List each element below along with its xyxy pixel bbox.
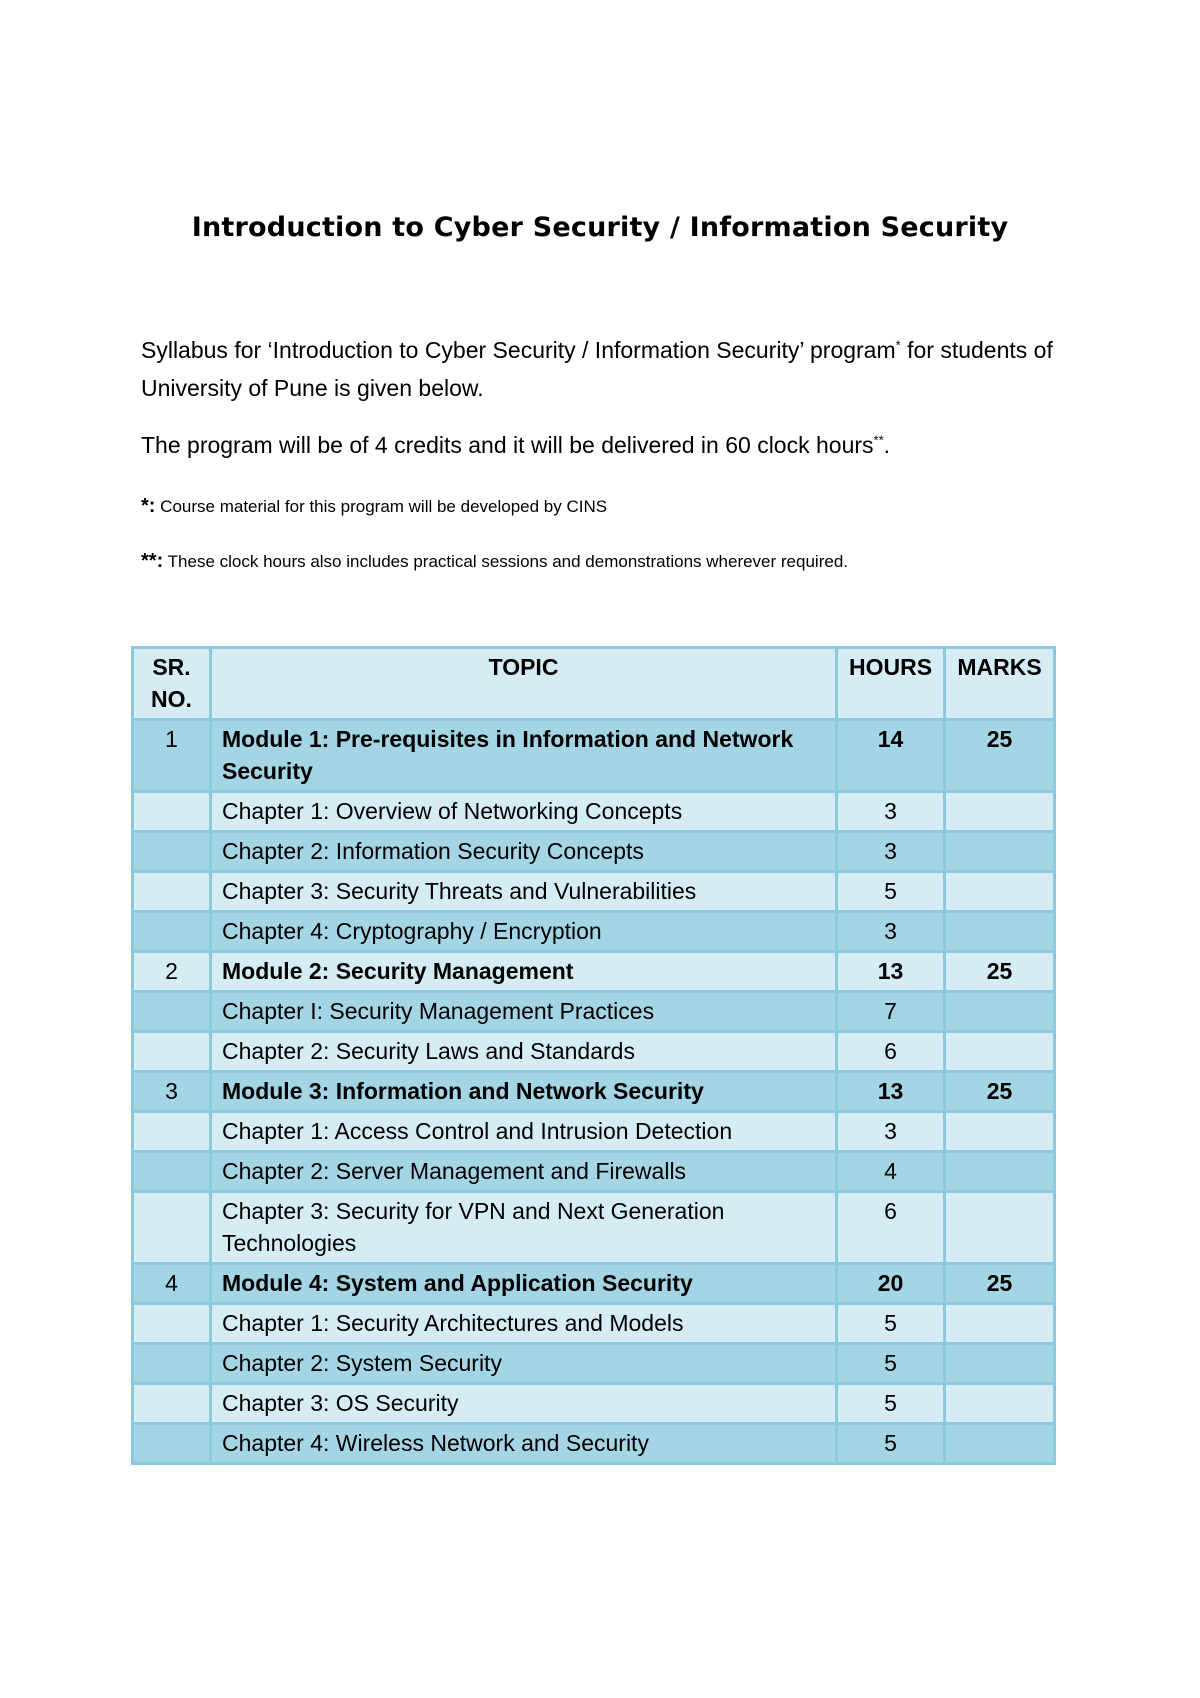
cell-marks <box>945 792 1055 832</box>
cell-topic: Chapter 2: Information Security Concepts <box>211 832 837 872</box>
table-row-chapter <box>133 792 1055 832</box>
header-hours: HOURS <box>837 648 945 720</box>
cell-hours: 14 <box>837 720 945 792</box>
cell-sr-no <box>133 1152 211 1192</box>
header-topic: TOPIC <box>211 648 837 720</box>
table-row-chapter <box>133 1192 1055 1264</box>
table-row-chapter <box>133 1032 1055 1072</box>
credits-text-tail: . <box>883 432 891 458</box>
footnote-marker: *: <box>141 495 156 517</box>
table-header-row <box>133 648 1055 720</box>
table-row-chapter <box>133 1304 1055 1344</box>
cell-hours: 13 <box>837 952 945 992</box>
cell-sr-no <box>133 832 211 872</box>
syllabus-text-tail: for students of University of Pune is given below. <box>141 337 1053 401</box>
cell-sr-no <box>133 792 211 832</box>
footnote-course-material <box>141 494 1081 519</box>
cell-hours: 5 <box>837 1304 945 1344</box>
table-row-chapter <box>133 1112 1055 1152</box>
syllabus-paragraph <box>141 331 1061 407</box>
cell-marks: 25 <box>945 1264 1055 1304</box>
cell-sr-no: 4 <box>133 1264 211 1304</box>
syllabus-table <box>131 646 1056 1465</box>
cell-hours: 5 <box>837 1424 945 1464</box>
cell-topic: Chapter 1: Access Control and Intrusion Detection <box>211 1112 837 1152</box>
table-row-chapter <box>133 912 1055 952</box>
table-row-chapter <box>133 1344 1055 1384</box>
footnote-clock-hours <box>141 549 1081 574</box>
footnote-marker: **: <box>141 550 164 572</box>
cell-sr-no: 1 <box>133 720 211 792</box>
cell-sr-no: 2 <box>133 952 211 992</box>
cell-sr-no <box>133 992 211 1032</box>
cell-marks: 25 <box>945 1072 1055 1112</box>
cell-topic: Module 4: System and Application Security <box>211 1264 837 1304</box>
cell-marks <box>945 1384 1055 1424</box>
cell-topic: Chapter 4: Cryptography / Encryption <box>211 912 837 952</box>
cell-sr-no <box>133 1112 211 1152</box>
table-row-chapter <box>133 1152 1055 1192</box>
cell-hours: 3 <box>837 792 945 832</box>
credits-footnote-marker: ** <box>873 432 884 448</box>
header-marks: MARKS <box>945 648 1055 720</box>
cell-hours: 5 <box>837 1384 945 1424</box>
cell-sr-no <box>133 1424 211 1464</box>
cell-topic: Chapter I: Security Management Practices <box>211 992 837 1032</box>
table-row-module <box>133 1072 1055 1112</box>
cell-marks <box>945 1304 1055 1344</box>
syllabus-footnote-marker: * <box>895 337 901 353</box>
cell-hours: 3 <box>837 832 945 872</box>
cell-marks <box>945 1344 1055 1384</box>
cell-topic: Chapter 3: Security for VPN and Next Generation Technologies <box>211 1192 837 1264</box>
credits-paragraph <box>141 426 1061 464</box>
cell-topic: Module 1: Pre-requisites in Information and Network Security <box>211 720 837 792</box>
cell-marks <box>945 1152 1055 1192</box>
cell-marks <box>945 912 1055 952</box>
cell-marks: 25 <box>945 952 1055 992</box>
cell-marks <box>945 1424 1055 1464</box>
cell-topic: Chapter 2: System Security <box>211 1344 837 1384</box>
cell-sr-no <box>133 1192 211 1264</box>
cell-topic: Chapter 1: Security Architectures and Models <box>211 1304 837 1344</box>
cell-sr-no: 3 <box>133 1072 211 1112</box>
cell-hours: 5 <box>837 1344 945 1384</box>
cell-hours: 20 <box>837 1264 945 1304</box>
cell-marks <box>945 832 1055 872</box>
footnote-text: These clock hours also includes practical sessions and demonstrations wherever required. <box>163 552 848 571</box>
cell-hours: 6 <box>837 1032 945 1072</box>
cell-hours: 7 <box>837 992 945 1032</box>
table-row-module <box>133 720 1055 792</box>
header-sr-no: SR. NO. <box>133 648 211 720</box>
footnote-text: Course material for this program will be developed by CINS <box>155 497 608 516</box>
cell-marks <box>945 992 1055 1032</box>
cell-topic: Module 2: Security Management <box>211 952 837 992</box>
table-row-chapter <box>133 1424 1055 1464</box>
table-row-module <box>133 952 1055 992</box>
cell-hours: 3 <box>837 912 945 952</box>
cell-sr-no <box>133 1304 211 1344</box>
table-row-chapter <box>133 832 1055 872</box>
credits-text: The program will be of 4 credits and it will be delivered in 60 clock hours <box>141 432 874 458</box>
cell-sr-no <box>133 1344 211 1384</box>
cell-sr-no <box>133 872 211 912</box>
syllabus-text: Syllabus for ‘Introduction to Cyber Security / Information Security’ program <box>141 337 896 363</box>
table-row-module <box>133 1264 1055 1304</box>
cell-marks <box>945 1032 1055 1072</box>
cell-sr-no <box>133 912 211 952</box>
cell-sr-no <box>133 1032 211 1072</box>
cell-sr-no <box>133 1384 211 1424</box>
cell-topic: Chapter 2: Server Management and Firewalls <box>211 1152 837 1192</box>
cell-topic: Chapter 2: Security Laws and Standards <box>211 1032 837 1072</box>
cell-topic: Chapter 3: Security Threats and Vulnerabilities <box>211 872 837 912</box>
cell-topic: Chapter 1: Overview of Networking Concepts <box>211 792 837 832</box>
cell-marks <box>945 1192 1055 1264</box>
cell-marks <box>945 1112 1055 1152</box>
cell-hours: 5 <box>837 872 945 912</box>
cell-topic: Chapter 4: Wireless Network and Security <box>211 1424 837 1464</box>
cell-topic: Module 3: Information and Network Security <box>211 1072 837 1112</box>
table-row-chapter <box>133 1384 1055 1424</box>
cell-hours: 3 <box>837 1112 945 1152</box>
page-title: Introduction to Cyber Security / Information Security <box>191 212 1009 243</box>
table-row-chapter <box>133 992 1055 1032</box>
cell-marks: 25 <box>945 720 1055 792</box>
cell-hours: 13 <box>837 1072 945 1112</box>
cell-hours: 4 <box>837 1152 945 1192</box>
cell-topic: Chapter 3: OS Security <box>211 1384 837 1424</box>
cell-hours: 6 <box>837 1192 945 1264</box>
cell-marks <box>945 872 1055 912</box>
table-row-chapter <box>133 872 1055 912</box>
